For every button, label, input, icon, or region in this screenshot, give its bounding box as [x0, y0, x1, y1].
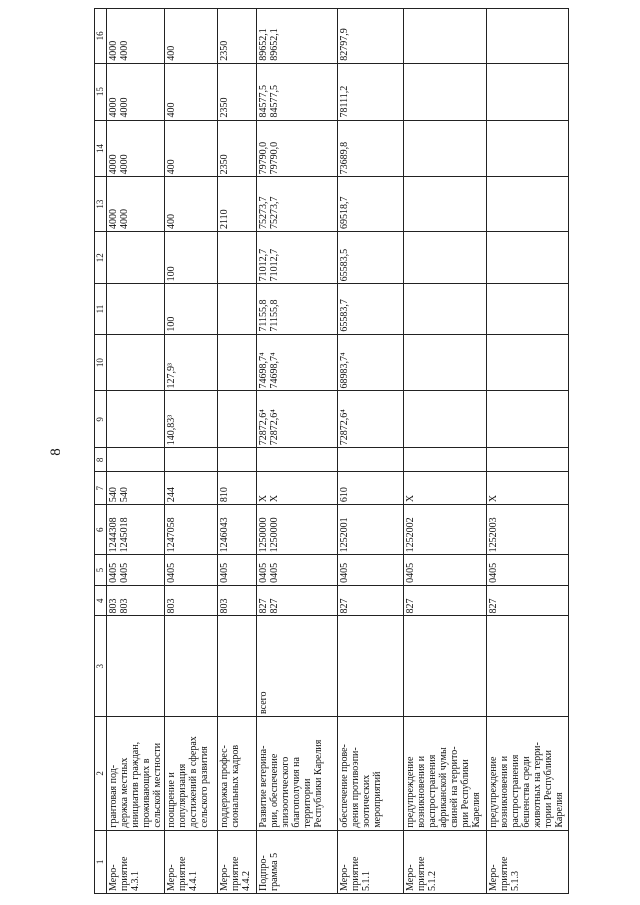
table-row	[257, 9, 338, 894]
table-cell-c14	[107, 120, 165, 177]
table-cell-c4	[257, 585, 338, 616]
table-cell-c12	[218, 231, 257, 283]
table-cell-c6	[165, 505, 218, 555]
cell-text: 0405	[108, 562, 119, 583]
header-cell: 16	[95, 9, 107, 64]
table-cell-c7	[257, 472, 338, 505]
cell-text: тории Республики	[543, 750, 554, 828]
table-cell-c7	[404, 472, 487, 505]
table-cell-c16	[338, 9, 404, 64]
table-cell-c15	[165, 63, 218, 120]
cell-text: проживающих в	[141, 758, 152, 828]
cell-text: 0405	[119, 562, 130, 583]
cell-text: 400	[166, 159, 177, 175]
table-cell-c13	[165, 177, 218, 232]
cell-text: держка местных	[119, 757, 130, 828]
cell-text: приятие	[350, 856, 361, 891]
table-cell-c16	[487, 9, 569, 64]
table-cell-c12	[107, 231, 165, 283]
table-cell-c12	[165, 231, 218, 283]
table-cell-c10	[107, 334, 165, 391]
cell-text: 73689,8	[339, 141, 350, 175]
cell-text: предупреждение	[405, 756, 416, 828]
cell-text: 803	[166, 598, 177, 614]
table-cell-c11	[257, 284, 338, 334]
cell-text: приятие	[499, 856, 510, 891]
table-cell-c1	[404, 830, 487, 893]
cell-text: эпизоотического	[280, 756, 291, 828]
cell-text: 2110	[219, 209, 230, 229]
cell-text: 78111,2	[339, 85, 350, 118]
cell-text: 74698,7⁴	[258, 352, 269, 389]
cell-text: 803	[219, 598, 230, 614]
cell-text: 75273,7	[269, 196, 280, 229]
table-cell-c3	[487, 616, 569, 717]
cell-text: 400	[166, 213, 177, 229]
table-cell-c9	[338, 391, 404, 448]
cell-text: Меро-	[166, 864, 177, 891]
table-cell-c13	[487, 177, 569, 232]
table-cell-c11	[218, 284, 257, 334]
cell-text: 71012,7	[258, 248, 269, 282]
table-cell-c7	[338, 472, 404, 505]
cell-text: 1252001	[339, 517, 350, 553]
table-cell-c5	[257, 555, 338, 586]
table-cell-c2	[404, 717, 487, 831]
table-cell-c2	[338, 717, 404, 831]
table-cell-c8	[107, 448, 165, 472]
table-cell-c3	[107, 616, 165, 717]
table-cell-c14	[487, 120, 569, 177]
cell-text: 0405	[258, 562, 269, 583]
cell-text: поощрение и	[166, 772, 177, 828]
table-cell-c13	[107, 177, 165, 232]
table-cell-c8	[165, 448, 218, 472]
table-cell-c9	[165, 391, 218, 448]
table-cell-c16	[218, 9, 257, 64]
cell-text: Карелия	[554, 792, 565, 828]
cell-text: 0405	[405, 562, 416, 583]
cell-text: популяризация	[177, 763, 188, 828]
cell-text: 827	[258, 598, 269, 614]
cell-text: 5.1.2	[427, 871, 438, 891]
cell-text: Меро-	[108, 864, 119, 891]
table-cell-c15	[218, 63, 257, 120]
cell-text: 4000	[119, 97, 130, 118]
cell-text: 72872,6⁴	[258, 409, 269, 446]
cell-text: Х	[269, 494, 280, 503]
table-cell-c4	[107, 585, 165, 616]
table-cell-c13	[218, 177, 257, 232]
header-cell: 14	[95, 120, 107, 177]
cell-text: 1252003	[488, 517, 499, 553]
table-sheet	[94, 8, 565, 894]
cell-text: 140,83³	[166, 414, 177, 446]
table-cell-c12	[404, 231, 487, 283]
cell-text: 4000	[119, 40, 130, 61]
table-cell-c4	[487, 585, 569, 616]
table-cell-c6	[107, 505, 165, 555]
cell-text: всего	[258, 691, 269, 715]
cell-text: 74698,7⁴	[269, 352, 280, 389]
cell-text: Республики Карелия	[313, 739, 324, 828]
cell-text: сиональных кадров	[230, 744, 241, 828]
cell-text: приятие	[119, 856, 130, 891]
cell-text: 4000	[108, 40, 119, 61]
cell-text: дения противоэпи-	[350, 747, 361, 828]
table-cell-c6	[487, 505, 569, 555]
cell-text: 4.4.1	[188, 871, 199, 891]
table-cell-c1	[218, 830, 257, 893]
table-cell-c14	[218, 120, 257, 177]
table-cell-c11	[487, 284, 569, 334]
table-cell-c9	[107, 391, 165, 448]
cell-text: обеспечение прове-	[339, 744, 350, 828]
cell-text: 4000	[108, 208, 119, 229]
table-cell-c12	[487, 231, 569, 283]
cell-text: бешенства среди	[521, 756, 532, 828]
table-cell-c9	[404, 391, 487, 448]
table-cell-c2	[257, 717, 338, 831]
table-row	[487, 9, 569, 894]
table-cell-c15	[107, 63, 165, 120]
header-cell: 3	[95, 616, 107, 717]
table-cell-c10	[218, 334, 257, 391]
cell-text: грамма 5	[269, 852, 280, 891]
cell-text: 4.4.2	[241, 871, 252, 891]
table-cell-c8	[404, 448, 487, 472]
cell-text: 1244308	[108, 517, 119, 553]
cell-text: сельского развития	[199, 746, 210, 828]
cell-text: 0405	[166, 562, 177, 583]
cell-text: 0405	[488, 562, 499, 583]
table-cell-c3	[404, 616, 487, 717]
table-cell-c14	[257, 120, 338, 177]
table-cell-c2	[107, 717, 165, 831]
cell-text: Меро-	[219, 864, 230, 891]
table-cell-c1	[165, 830, 218, 893]
cell-text: достижений в сферах	[188, 736, 199, 828]
cell-text: 827	[405, 598, 416, 614]
table-cell-c16	[257, 9, 338, 64]
cell-text: 84577,5	[258, 85, 269, 118]
cell-text: 4.3.1	[130, 871, 141, 891]
header-cell: 9	[95, 391, 107, 448]
cell-text: 540	[119, 487, 130, 503]
header-cell: 11	[95, 284, 107, 334]
table-cell-c4	[165, 585, 218, 616]
cell-text: 4000	[108, 97, 119, 118]
table-cell-c14	[165, 120, 218, 177]
table-cell-c1	[338, 830, 404, 893]
table-cell-c12	[257, 231, 338, 283]
cell-text: 2350	[219, 40, 230, 61]
cell-text: 65583,5	[339, 248, 350, 282]
page-number: 8	[47, 448, 64, 456]
cell-text: рии, обеспечение	[269, 753, 280, 828]
table-cell-c6	[338, 505, 404, 555]
table-cell-c13	[257, 177, 338, 232]
table-cell-c15	[404, 63, 487, 120]
cell-text: 610	[339, 487, 350, 503]
table-row	[165, 9, 218, 894]
table-cell-c15	[487, 63, 569, 120]
table-cell-c8	[487, 448, 569, 472]
cell-text: 84577,5	[269, 85, 280, 118]
table-row	[338, 9, 404, 894]
table-cell-c3	[338, 616, 404, 717]
cell-text: 100	[166, 266, 177, 282]
table-cell-c14	[338, 120, 404, 177]
cell-text: 400	[166, 102, 177, 118]
cell-text: 71012,7	[269, 248, 280, 282]
table-cell-c8	[257, 448, 338, 472]
cell-text: рии Республики	[460, 759, 471, 828]
table-cell-c2	[218, 717, 257, 831]
cell-text: 72872,6⁴	[339, 409, 350, 446]
header-cell: 12	[95, 231, 107, 283]
cell-text: 2350	[219, 154, 230, 175]
table-cell-c10	[338, 334, 404, 391]
table-cell-c9	[487, 391, 569, 448]
cell-text: зоотических	[361, 774, 372, 828]
cell-text: мероприятий	[372, 771, 383, 828]
cell-text: 1247058	[166, 517, 177, 553]
cell-text: Меро-	[405, 864, 416, 891]
cell-text: 68983,7⁴	[339, 352, 350, 389]
cell-text: Х	[258, 494, 269, 503]
table-cell-c5	[218, 555, 257, 586]
cell-text: 0405	[269, 562, 280, 583]
table-cell-c2	[165, 717, 218, 831]
cell-text: 827	[339, 598, 350, 614]
table-cell-c2	[487, 717, 569, 831]
cell-text: 1245018	[119, 517, 130, 553]
table-cell-c3	[165, 616, 218, 717]
table-cell-c5	[404, 555, 487, 586]
table-cell-c6	[404, 505, 487, 555]
table-cell-c8	[218, 448, 257, 472]
table-cell-c15	[257, 63, 338, 120]
cell-text: 4000	[119, 154, 130, 175]
table-cell-c1	[107, 830, 165, 893]
cell-text: приятие	[230, 856, 241, 891]
cell-text: 1250000	[269, 517, 280, 553]
table-cell-c4	[404, 585, 487, 616]
table-cell-c4	[218, 585, 257, 616]
header-cell: 15	[95, 63, 107, 120]
cell-text: 65583,7	[339, 299, 350, 332]
table-cell-c7	[487, 472, 569, 505]
table-cell-c10	[165, 334, 218, 391]
table-cell-c15	[338, 63, 404, 120]
table-cell-c16	[165, 9, 218, 64]
cell-text: 71155,8	[258, 299, 269, 332]
cell-text: 5.1.1	[361, 871, 372, 891]
table-cell-c12	[338, 231, 404, 283]
table-cell-c1	[257, 830, 338, 893]
table-cell-c5	[487, 555, 569, 586]
table-cell-c10	[404, 334, 487, 391]
budget-table	[94, 8, 569, 894]
table-cell-c7	[218, 472, 257, 505]
table-cell-c7	[107, 472, 165, 505]
cell-text: 810	[219, 487, 230, 503]
cell-text: свиней на террито-	[449, 746, 460, 828]
header-row	[95, 9, 107, 894]
header-cell: 10	[95, 334, 107, 391]
cell-text: 540	[108, 487, 119, 503]
cell-text: 89652,1	[269, 28, 280, 61]
cell-text: 75273,7	[258, 196, 269, 229]
cell-text: грантовая под-	[108, 764, 119, 828]
table-row	[404, 9, 487, 894]
table-cell-c4	[338, 585, 404, 616]
cell-text: Развитие ветерина-	[258, 745, 269, 828]
table-cell-c6	[257, 505, 338, 555]
cell-text: 4000	[119, 208, 130, 229]
cell-text: 82797,9	[339, 28, 350, 61]
cell-text: 89652,1	[258, 28, 269, 61]
cell-text: инициатив граждан,	[130, 741, 141, 828]
cell-text: сельской местности	[152, 742, 163, 828]
header-cell: 13	[95, 177, 107, 232]
cell-text: возникновения и	[499, 755, 510, 828]
table-cell-c10	[257, 334, 338, 391]
cell-text: 5.1.3	[510, 871, 521, 891]
cell-text: 1250000	[258, 517, 269, 553]
cell-text: 0405	[219, 562, 230, 583]
cell-text: Х	[488, 494, 499, 503]
cell-text: 400	[166, 45, 177, 61]
cell-text: Меро-	[339, 864, 350, 891]
cell-text: 79790,0	[258, 141, 269, 175]
cell-text: 1252002	[405, 517, 416, 553]
cell-text: 69518,7	[339, 196, 350, 229]
cell-text: 803	[119, 598, 130, 614]
cell-text: 100	[166, 316, 177, 332]
header-cell: 2	[95, 717, 107, 831]
cell-text: животных на терри-	[532, 742, 543, 828]
cell-text: 71155,8	[269, 299, 280, 332]
cell-text: распространения	[427, 754, 438, 828]
table-cell-c9	[257, 391, 338, 448]
header-cell: 7	[95, 472, 107, 505]
cell-text: 4000	[108, 154, 119, 175]
cell-text: возникновения и	[416, 755, 427, 828]
cell-text: Х	[405, 494, 416, 503]
table-cell-c3	[257, 616, 338, 717]
table-cell-c8	[338, 448, 404, 472]
cell-text: 0405	[339, 562, 350, 583]
table-cell-c3	[218, 616, 257, 717]
cell-text: 1246043	[219, 517, 230, 553]
table-cell-c5	[338, 555, 404, 586]
cell-text: приятие	[177, 856, 188, 891]
table-cell-c11	[107, 284, 165, 334]
cell-text: приятие	[416, 856, 427, 891]
table-cell-c13	[404, 177, 487, 232]
table-cell-c11	[165, 284, 218, 334]
cell-text: распространения	[510, 754, 521, 828]
table-cell-c7	[165, 472, 218, 505]
header-cell: 8	[95, 448, 107, 472]
cell-text: 2350	[219, 97, 230, 118]
cell-text: 827	[269, 598, 280, 614]
header-cell: 1	[95, 830, 107, 893]
cell-text: 127,9³	[166, 362, 177, 389]
cell-text: Карелия	[471, 792, 482, 828]
table-cell-c14	[404, 120, 487, 177]
table-cell-c16	[404, 9, 487, 64]
rotated-table-container	[94, 8, 565, 894]
cell-text: благополучия на	[291, 757, 302, 828]
cell-text: предупреждение	[488, 756, 499, 828]
cell-text: 827	[488, 598, 499, 614]
table-cell-c5	[107, 555, 165, 586]
cell-text: поддержка профес-	[219, 745, 230, 828]
cell-text: 72872,6⁴	[269, 409, 280, 446]
cell-text: 244	[166, 487, 177, 503]
cell-text: африканской чумы	[438, 747, 449, 828]
table-cell-c11	[404, 284, 487, 334]
table-cell-c6	[218, 505, 257, 555]
table-cell-c5	[165, 555, 218, 586]
table-row	[107, 9, 165, 894]
cell-text: Подпро-	[258, 855, 269, 891]
cell-text: Меро-	[488, 864, 499, 891]
table-cell-c10	[487, 334, 569, 391]
header-cell: 6	[95, 505, 107, 555]
header-cell: 4	[95, 585, 107, 616]
table-row	[218, 9, 257, 894]
cell-text: территории	[302, 778, 313, 828]
table-cell-c9	[218, 391, 257, 448]
cell-text: 803	[108, 598, 119, 614]
table-cell-c13	[338, 177, 404, 232]
header-cell: 5	[95, 555, 107, 586]
table-cell-c11	[338, 284, 404, 334]
cell-text: 79790,0	[269, 141, 280, 175]
table-cell-c1	[487, 830, 569, 893]
table-cell-c16	[107, 9, 165, 64]
